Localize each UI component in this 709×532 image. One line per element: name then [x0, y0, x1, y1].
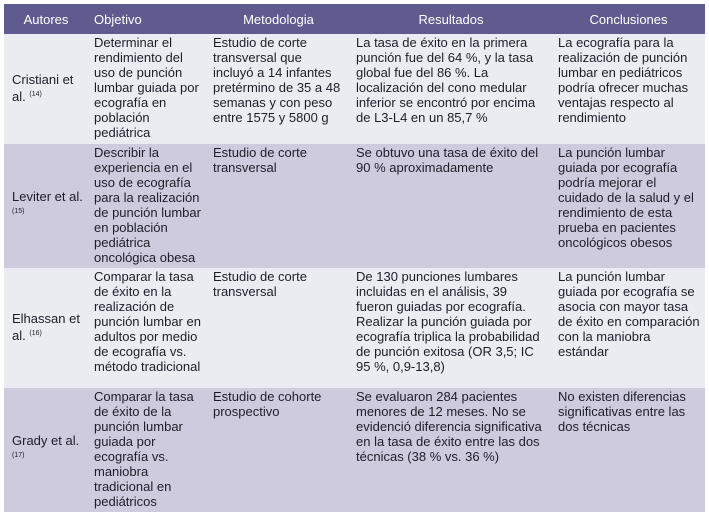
objetivo-text: Comparar la tasa de éxito de la punción lumbar guiada por ecografía vs. maniobra tradicional en pediátricos [88, 388, 207, 512]
metodologia-text: Estudio de cohorte prospectivo [207, 388, 350, 512]
objetivo-text: Describir la experiencia en el uso de ecografía para la realización de punción lumbar en población pediátrica oncológica obesa [88, 144, 207, 268]
conclusiones-text: La punción lumbar guiada por ecografía se asocia con mayor tasa de éxito en comparación con la maniobra estándar [552, 268, 705, 388]
author-cell [4, 268, 88, 388]
reference: (17) [12, 452, 25, 459]
author-name: Cristiani et al. [12, 72, 74, 104]
author-cell [4, 144, 88, 268]
author-name: Grady et al. [12, 433, 80, 448]
header-objetivo: Objetivo [88, 4, 207, 34]
conclusiones-text: La punción lumbar guiada por ecografía podría mejorar el cuidado de la salud y el rendimiento de esta prueba en pacientes oncológicos obesos [552, 144, 705, 268]
studies-table [4, 4, 705, 512]
reference: (14) [29, 91, 42, 98]
author-name: Elhassan et al. [12, 311, 80, 343]
resultados-text: La tasa de éxito en la primera punción fue del 64 %, y la tasa global fue del 86 %. La localización del cono medular inferior se encontró por encima de L3-L4 en un 85,7 % [350, 34, 552, 144]
table-header-row [4, 4, 705, 34]
resultados-text: Se evaluaron 284 pacientes menores de 12 meses. No se evidenció diferencia significativa en la tasa de éxito entre las dos técnicas (38 % vs. 36 %) [350, 388, 552, 512]
metodologia-text: Estudio de corte transversal que incluyó a 14 infantes pretérmino de 35 a 48 semanas y con peso entre 1575 y 5800 g [207, 34, 350, 144]
table-row [4, 268, 705, 388]
author-cell [4, 388, 88, 512]
resultados-text: De 130 punciones lumbares incluidas en el análisis, 39 fueron guiadas por ecografía. Realizar la punción guiada por ecografía triplica la probabilidad de punción exitosa (OR 3,5; IC 95 %, 0,9-13,8) [350, 268, 552, 388]
metodologia-text: Estudio de corte transversal [207, 268, 350, 388]
header-metodologia: Metodologia [207, 4, 350, 34]
resultados-text: Se obtuvo una tasa de éxito del 90 % aproximadamente [350, 144, 552, 268]
header-autores: Autores [4, 4, 88, 34]
objetivo-text: Determinar el rendimiento del uso de punción lumbar guiada por ecografía en población pediátrica [88, 34, 207, 144]
author-cell [4, 34, 88, 144]
author-name: Leviter et al. [12, 189, 83, 204]
reference: (16) [29, 330, 42, 337]
table-row [4, 144, 705, 268]
header-resultados: Resultados [350, 4, 552, 34]
metodologia-text: Estudio de corte transversal [207, 144, 350, 268]
conclusiones-text: La ecografía para la realización de punción lumbar en pediátricos podría ofrecer muchas ventajas respecto al rendimiento [552, 34, 705, 144]
table-row [4, 34, 705, 144]
reference: (15) [12, 208, 25, 215]
table-row [4, 388, 705, 512]
conclusiones-text: No existen diferencias significativas entre las dos técnicas [552, 388, 705, 512]
objetivo-text: Comparar la tasa de éxito en la realización de punción lumbar en adultos por medio de ecografía vs. método tradicional [88, 268, 207, 388]
header-conclusiones: Conclusiones [552, 4, 705, 34]
